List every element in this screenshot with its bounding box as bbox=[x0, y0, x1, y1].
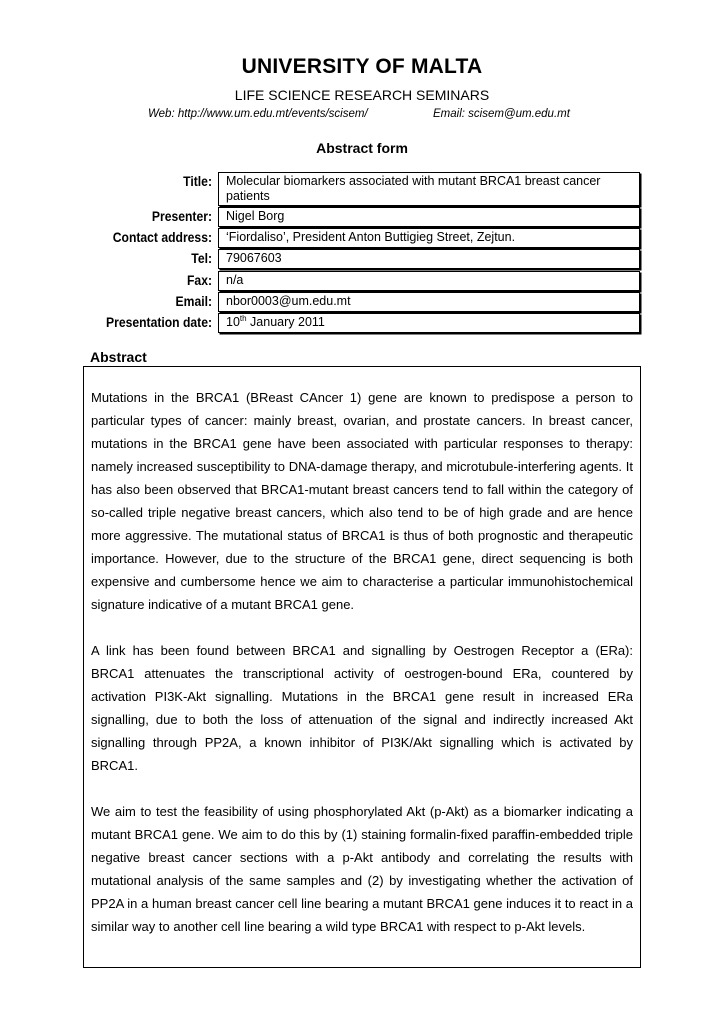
presentation-date-label: Presentation date: bbox=[105, 315, 212, 330]
email-field[interactable]: nbor0003@um.edu.mt bbox=[218, 292, 640, 312]
abstract-paragraph-1: Mutations in the BRCA1 (BReast CAncer 1) gene are known to predispose a person to particular types of cancer: mainly breast, ovarian, and prostate cancers. In breast cancer, mutations in the BRCA1 gene have been associated with particular responses to therapy: namely increased susceptibility to DNA-damage therapy, and microtubule-interfering agents. It has also been observed that BRCA1-mutant breast cancers tend to fall within the category of so-called triple negative breast cancers, which also tend to be of high grade and are hence more aggressive. The mutational status of BRCA1 is thus of both prognostic and therapeutic importance. However, due to the structure of the BRCA1 gene, direct sequencing is both expensive and cumbersome hence we aim to characterise a particular immunohistochemical signature indicative of a mutant BRCA1 gene. bbox=[91, 390, 633, 612]
presenter-label: Presenter: bbox=[151, 209, 212, 224]
seminar-title: LIFE SCIENCE RESEARCH SEMINARS bbox=[234, 87, 490, 103]
web-link[interactable]: Web: http://www.um.edu.mt/events/scisem/ bbox=[148, 108, 368, 120]
presenter-field[interactable]: Nigel Borg bbox=[218, 207, 640, 227]
abstract-text-box[interactable] bbox=[83, 366, 641, 968]
date-month-year: January 2011 bbox=[246, 315, 325, 329]
fax-field[interactable]: n/a bbox=[218, 271, 640, 291]
contact-email-link[interactable]: Email: scisem@um.edu.mt bbox=[433, 108, 570, 120]
contact-address-field[interactable]: ‘Fiordaliso’, President Anton Buttigieg Street, Zejtun. bbox=[218, 228, 640, 248]
form-heading: Abstract form bbox=[316, 140, 408, 156]
date-day: 10 bbox=[226, 315, 240, 329]
tel-label: Tel: bbox=[191, 251, 212, 266]
date-day-suffix: th bbox=[239, 314, 247, 323]
email-label: Email: bbox=[175, 294, 212, 309]
tel-field[interactable]: 79067603 bbox=[218, 249, 640, 269]
fax-label: Fax: bbox=[187, 273, 212, 288]
title-field[interactable]: Molecular biomarkers associated with mutant BRCA1 breast cancer patients bbox=[218, 172, 640, 206]
abstract-paragraph-3: We aim to test the feasibility of using phosphorylated Akt (p-Akt) as a biomarker indicating a mutant BRCA1 gene. We aim to do this by (1) staining formalin-fixed paraffin-embedded triple negative breast cancer sections with a p-Akt antibody and correlating the results with mutational analysis of the same samples and (2) by investigating whether the activation of PP2A in a human breast cancer cell line bearing a mutant BRCA1 gene induces it to react in a similar way to another cell line bearing a wild type BRCA1 with respect to p-Akt levels. bbox=[91, 804, 633, 934]
abstract-heading: Abstract bbox=[90, 349, 147, 365]
contact-address-label: Contact address: bbox=[112, 230, 212, 245]
title-label: Title: bbox=[183, 174, 212, 189]
presentation-date-field[interactable] bbox=[218, 313, 640, 333]
university-title: UNIVERSITY OF MALTA bbox=[241, 55, 483, 78]
abstract-paragraph-2: A link has been found between BRCA1 and signalling by Oestrogen Receptor a (ERa): BRCA1 attenuates the transcriptional activity of oestrogen-bound ERa, countered by activation PI3K-Akt signalling. Mutations in the BRCA1 gene result in increased ERa signalling, due to both the loss of attenuation of the signal and indirectly increased Akt signalling through PP2A, a known inhibitor of PI3K/Akt signalling which is activated by BRCA1. bbox=[91, 643, 633, 773]
